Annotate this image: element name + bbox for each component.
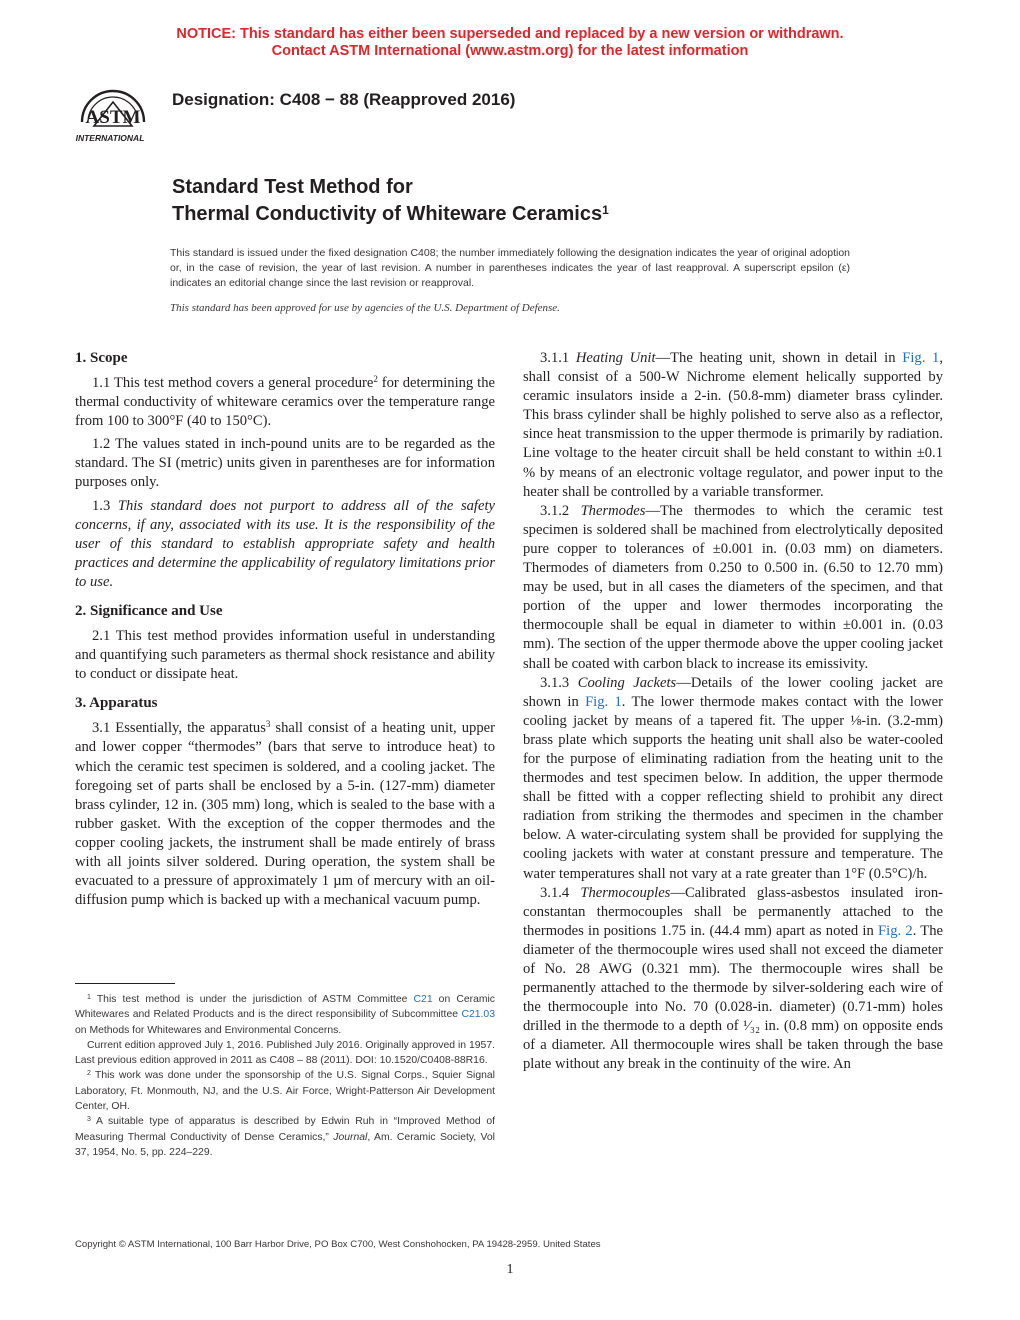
footnote-3-text-b: , Am. Ceramic Society, Vol 37, 1954, No. 5, pp. 224–229.: [75, 1131, 495, 1158]
paragraph-1-1-text-b: for determining the thermal conductivity of whiteware ceramics over the temperature range from 100 to 300°F (40 to 150°C).: [75, 375, 495, 430]
footnote-1-edition: Current edition approved July 1, 2016. Published July 2016. Originally approved in 1957. Last previous edition approved in 2011 as C408 – 88 (2011). DOI: 10.1520/C0408-88R16.: [75, 1039, 495, 1067]
paragraph-3-1-3-text-a: —Details of the lower cooling jacket are shown in: [523, 674, 943, 710]
paragraph-3-1-3-text-b: . The lower thermode makes contact with the lower cooling jacket by means of a tapered fit. The upper ⅛-in. (3.2-mm) brass plate which supports the heating unit shall also be water-cooled for the purpose of eliminating radiation from the heating unit to the thermodes and test specimen below. In addition, the upper thermode shall be fitted with a copper reflecting shield to prohibit any direct radiation from striking the thermodes and specimen in the chamber below. A water-circulating system shall be provided for supplying the cooling jackets with water at constant pressure and temperature. The water temperatures shall not vary at a rate greater than 1°F (0.5°C)/h.: [523, 693, 943, 882]
paragraph-3-1-4-text-a: —Calibrated glass-asbestos insulated iron-constantan thermocouples shall be permanently attached to the thermodes in positions 1.75 in. (44.4 mm) apart as noted in: [523, 884, 943, 939]
term-heating-unit: Heating Unit: [575, 350, 656, 366]
paragraph-3-1-1-text-a: —The heating unit, shown in detail in: [655, 350, 903, 366]
paragraph-1-1-text-a: 1.1 This test method covers a general procedure: [92, 375, 374, 391]
paragraph-1-3-num: 1.3: [92, 497, 118, 514]
footnote-2-mark: 2: [87, 1070, 91, 1078]
title-line-2: [172, 201, 609, 230]
designation: Designation: C408 − 88 (Reapproved 2016): [172, 90, 516, 109]
dod-approval-note: This standard has been approved for use by agencies of the U.S. Department of Defense.: [170, 302, 560, 314]
logo-subtext: INTERNATIONAL: [75, 133, 145, 143]
page-number: 1: [506, 1262, 514, 1277]
paragraph-3-1-3-num: 3.1.3: [540, 674, 578, 691]
footnote-1-mark: 1: [87, 994, 91, 1001]
paragraph-3-1-1-num: 3.1.1: [540, 350, 576, 366]
fig-1-link[interactable]: Fig. 1: [902, 350, 940, 366]
section-heading-significance: 2. Significance and Use: [75, 603, 223, 620]
footnote-3-journal: Journal: [333, 1131, 368, 1143]
paragraph-3-1-text-b: shall consist of a heating unit, upper and lower copper “thermodes” (bars that serve to introduce heat) to which the ceramic test specimen is soldered, and a cooling jacket. The foregoing set of parts shall be enclosed by a 5-in. (127-mm) diameter brass cylinder, 12 in. (305 mm) long, which is sealed to the base with a rubber gasket. With the exception of the copper thermodes and the copper cooling jackets, the instrument shall be made entirely of brass with all joints silver soldered. During operation, the system shall be evacuated to a pressure of approximately 1 µm of mercury with an oil-diffusion pump which is backed up with a mechanical vacuum pump.: [75, 720, 495, 909]
paragraph-3-1-2: [523, 502, 943, 674]
paragraph-3-1: [75, 719, 495, 910]
paragraph-3-1-4-text-b: . The diameter of the thermocouple wires used shall not exceed the diameter of No. 28 AWG (0.321 mm). The thermocouple wires shall be permanently attached to the thermode by silver-soldering each wire of the thermocouple into No. 70 (0.028-in. diameter) (0.71-mm) holes drilled in the thermode to a depth of ¹⁄₃₂ in. (0.8 mm) on opposite ends of a diameter. All thermocouple wires shall be taken through the base plate without any break in the continuity of the wire. An: [523, 922, 943, 1073]
footnote-1: [75, 992, 495, 1038]
subcommittee-c21-03-link[interactable]: C21.03: [461, 1009, 495, 1021]
copyright-line: Copyright © ASTM International, 100 Barr Harbor Drive, PO Box C700, West Conshohocken, PA 19428-2959. United States: [75, 1239, 601, 1250]
section-heading-apparatus: 3. Apparatus: [75, 695, 158, 712]
paragraph-3-1-4-num: 3.1.4: [540, 884, 581, 901]
footnote-3-mark: 3: [87, 1116, 91, 1124]
paragraph-1-3: [75, 497, 495, 592]
footnote-1-text-c: on Methods for Whitewares and Environmental Concerns.: [75, 1024, 342, 1036]
document-title: [172, 174, 609, 230]
fig-1-link-2[interactable]: Fig. 1: [585, 693, 622, 710]
paragraph-1-2: 1.2 The values stated in inch-pound units are to be regarded as the standard. The SI (metric) units given in parentheses are for information purposes only.: [75, 436, 495, 491]
paragraph-3-1-1: [523, 349, 943, 502]
logo-wordmark: ASTM: [85, 107, 141, 128]
paragraph-1-1: [75, 374, 495, 431]
paragraph-3-1-3: [523, 674, 943, 884]
intro-paragraph: This standard is issued under the fixed designation C408; the number immediately following the designation indicates the year of original adoption or, in the case of revision, the year of last revision. A number in parentheses indicates the year of last reapproval. A superscript epsilon (ε) indicates an editorial change since the last revision or reapproval.: [170, 247, 850, 289]
committee-c21-link[interactable]: C21: [413, 994, 433, 1005]
footnote-ref-2[interactable]: 2: [373, 374, 378, 384]
notice-line-2: Contact ASTM International (www.astm.org) for the latest information: [271, 43, 749, 59]
right-column: [523, 349, 943, 1075]
title-footnote-mark: 1: [602, 203, 609, 217]
paragraph-3-1-2-text: —The thermodes to which the ceramic test specimen is soldered shall be machined from electrolytically deposited pure copper to tolerances of ±0.001 in. (0.03 mm) on diameters. Thermodes of diameters from 0.250 to 0.500 in. (6.50 to 12.70 mm) may be used, but in all cases the diameters of the specimen, and that portion of the upper and lower thermodes incorporating the thermocouple shall be equal in diameter to within ±0.001 in. (0.03 mm). The section of the upper thermode above the upper cooling jacket shall be coated with carbon black to increase its emissivity.: [523, 502, 943, 672]
footnotes: [75, 992, 495, 1160]
superseded-notice: [0, 26, 1020, 60]
footnote-2-text: This work was done under the sponsorship of the U.S. Signal Corps., Squier Signal Laboratory, Ft. Monmouth, NJ, and the U.S. Air Force, Wright-Patterson Air Development Center, OH.: [75, 1070, 495, 1113]
footnote-1-text-a: This test method is under the jurisdiction of ASTM Committee: [96, 994, 414, 1005]
section-heading-scope: 1. Scope: [75, 350, 128, 366]
footnote-2: [75, 1068, 495, 1114]
footnote-1-text-b: on Ceramic Whitewares and Related Products and is the direct responsibility of Subcommittee: [75, 994, 496, 1021]
astm-logo: [64, 72, 162, 146]
footnote-3-text-a: A suitable type of apparatus is described by Edwin Ruh in “Improved Method of Measuring Thermal Conductivity of Dense Ceramics,”: [75, 1116, 495, 1143]
paragraph-3-1-2-num: 3.1.2: [540, 502, 581, 519]
footnote-divider: [75, 983, 175, 984]
title-line-2-text: Thermal Conductivity of Whiteware Ceramics: [172, 203, 603, 225]
paragraph-3-1-1-text-b: , shall consist of a 500-W Nichrome element helically supported by ceramic insulators inside a 2-in. (50.8-mm) diameter brass cylinder. This brass cylinder shall be highly polished to serve also as a reflector, since heat transmission to the upper thermode is primarily by radiation. Line voltage to the heater circuit shall be held constant to within ±0.1 % by means of an electronic voltage regulator, and power input to the heater shall be controlled by a variable transformer.: [523, 350, 943, 500]
term-thermocouples: Thermocouples: [580, 884, 671, 901]
term-cooling-jackets: Cooling Jackets: [577, 674, 677, 691]
paragraph-1-3-text: This standard does not purport to address all of the safety concerns, if any, associated with its use. It is the responsibility of the user of this standard to establish appropriate safety and health practices and determine the applicability of regulatory limitations prior to use.: [75, 497, 495, 590]
paragraph-2-1: 2.1 This test method provides information useful in understanding and quantifying such parameters as thermal shock resistance and ability to conduct or dissipate heat.: [75, 628, 495, 683]
paragraph-3-1-4: [523, 884, 943, 1075]
paragraph-3-1-text-a: 3.1 Essentially, the apparatus: [92, 720, 266, 737]
footnote-3: [75, 1114, 495, 1160]
term-thermodes: Thermodes: [580, 502, 646, 519]
notice-line-1: NOTICE: This standard has either been superseded and replaced by a new version or withdrawn.: [176, 26, 844, 42]
footnote-ref-3[interactable]: 3: [265, 719, 271, 730]
title-line-1: Standard Test Method for: [172, 176, 413, 198]
left-column: [75, 349, 495, 910]
fig-2-link[interactable]: Fig. 2: [878, 922, 913, 939]
